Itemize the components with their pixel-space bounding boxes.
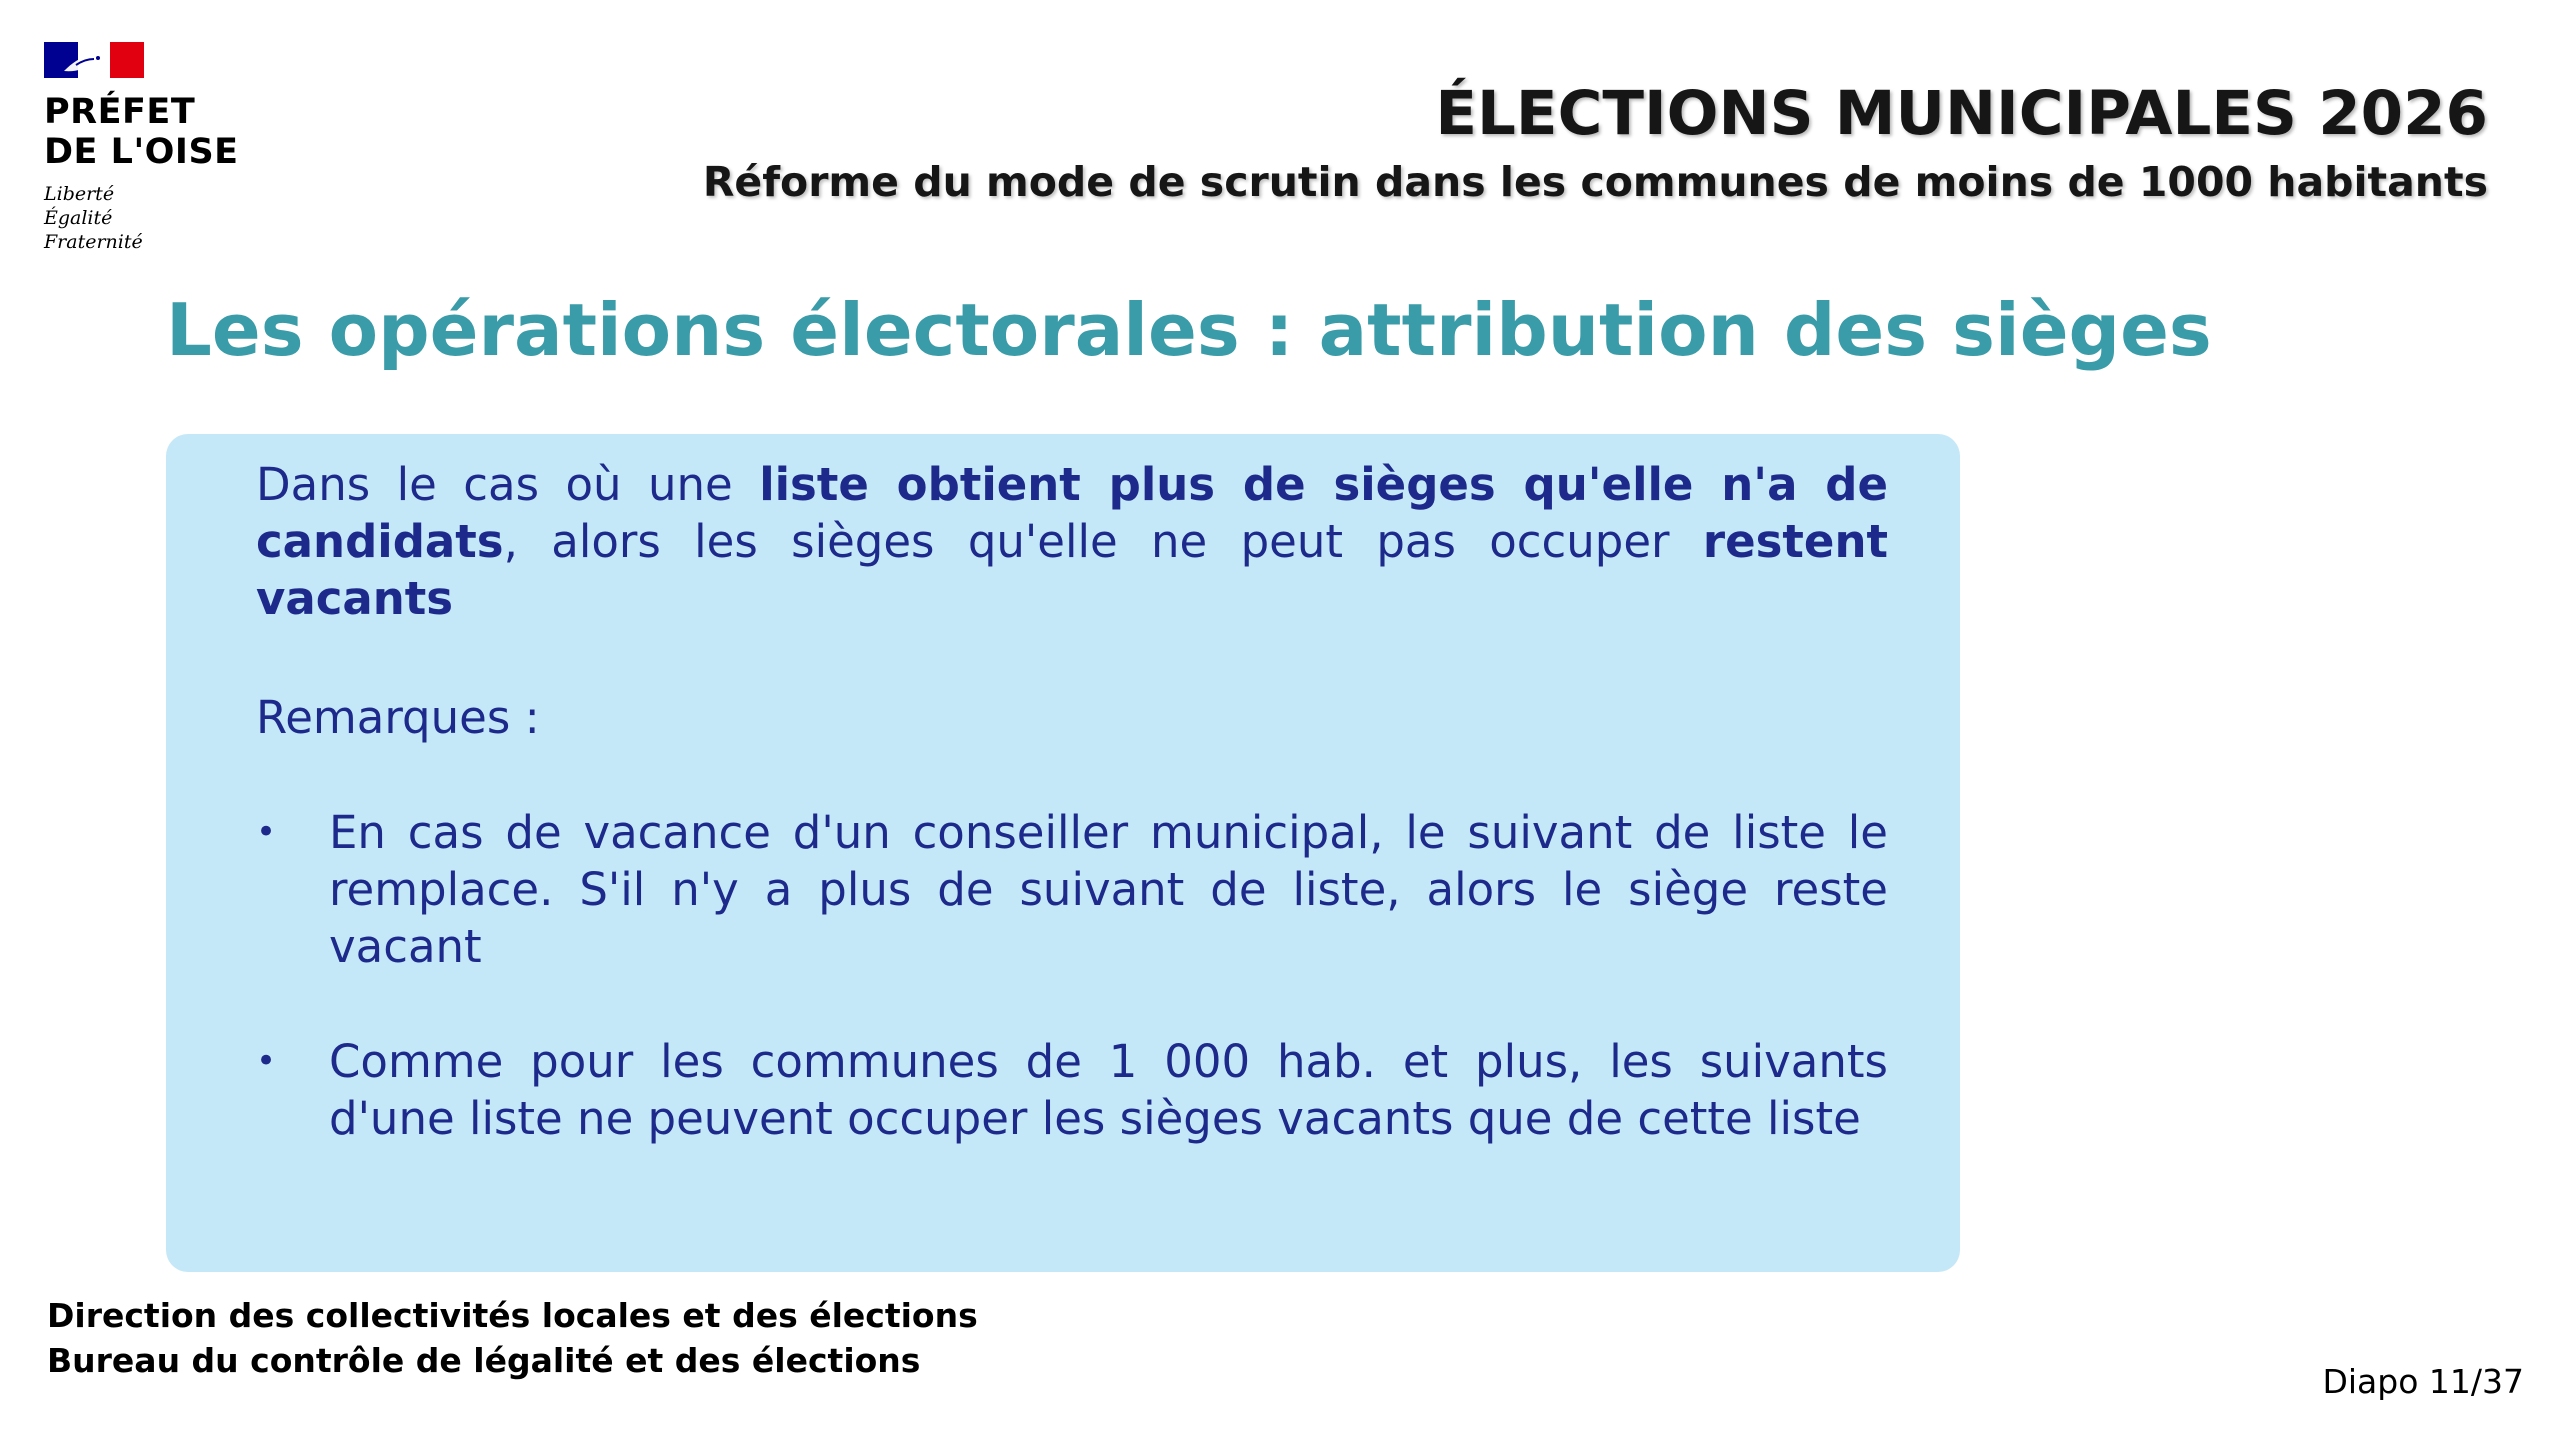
bullet-icon: • <box>256 812 277 852</box>
header-title: ÉLECTIONS MUNICIPALES 2026 <box>1435 78 2488 149</box>
remark-item <box>256 1033 1888 1147</box>
slide-title: Les opérations électorales : attribution des sièges <box>166 288 2212 372</box>
motto-egalite: Égalité <box>44 207 113 229</box>
intro-text-2: , alors les sièges qu'elle ne peut pas occuper <box>503 515 1703 568</box>
remark-text: Comme pour les communes de 1 000 hab. et plus, les suivants d'une liste ne peuvent occuper les sièges vacants que de cette liste <box>329 1035 1888 1145</box>
motto-fraternite: Fraternité <box>44 231 143 253</box>
logo-title-line2: DE L'OISE <box>44 132 239 172</box>
header-subtitle: Réforme du mode de scrutin dans les communes de moins de 1000 habitants <box>702 158 2488 206</box>
intro-paragraph <box>256 456 1888 627</box>
content-text <box>256 456 1888 1147</box>
motto-liberte: Liberté <box>44 183 115 205</box>
marianne-flag-icon <box>44 42 144 78</box>
remarks-label: Remarques : <box>256 691 540 744</box>
slide-number: Diapo 11/37 <box>2322 1362 2524 1401</box>
logo-title-line1: PRÉFET <box>44 92 196 132</box>
intro-bold-2: restent vacants <box>256 515 1888 625</box>
footer-line-1: Direction des collectivités locales et des élections <box>47 1296 978 1335</box>
intro-bold-1: liste obtient plus de sièges qu'elle n'a de candidats <box>256 458 1888 568</box>
content-box <box>166 434 1960 1272</box>
footer-department <box>47 1293 978 1383</box>
prefecture-logo <box>44 42 239 254</box>
intro-text-1: Dans le cas où une <box>256 458 760 511</box>
bullet-icon: • <box>256 1041 277 1081</box>
footer-line-2: Bureau du contrôle de légalité et des élections <box>47 1341 921 1380</box>
remark-text: En cas de vacance d'un conseiller municipal, le suivant de liste le remplace. S'il n'y a plus de suivant de liste, alors le siège reste vacant <box>329 806 1888 973</box>
republic-motto <box>44 182 239 254</box>
remark-item <box>256 804 1888 975</box>
remarks-list <box>256 804 1888 1147</box>
